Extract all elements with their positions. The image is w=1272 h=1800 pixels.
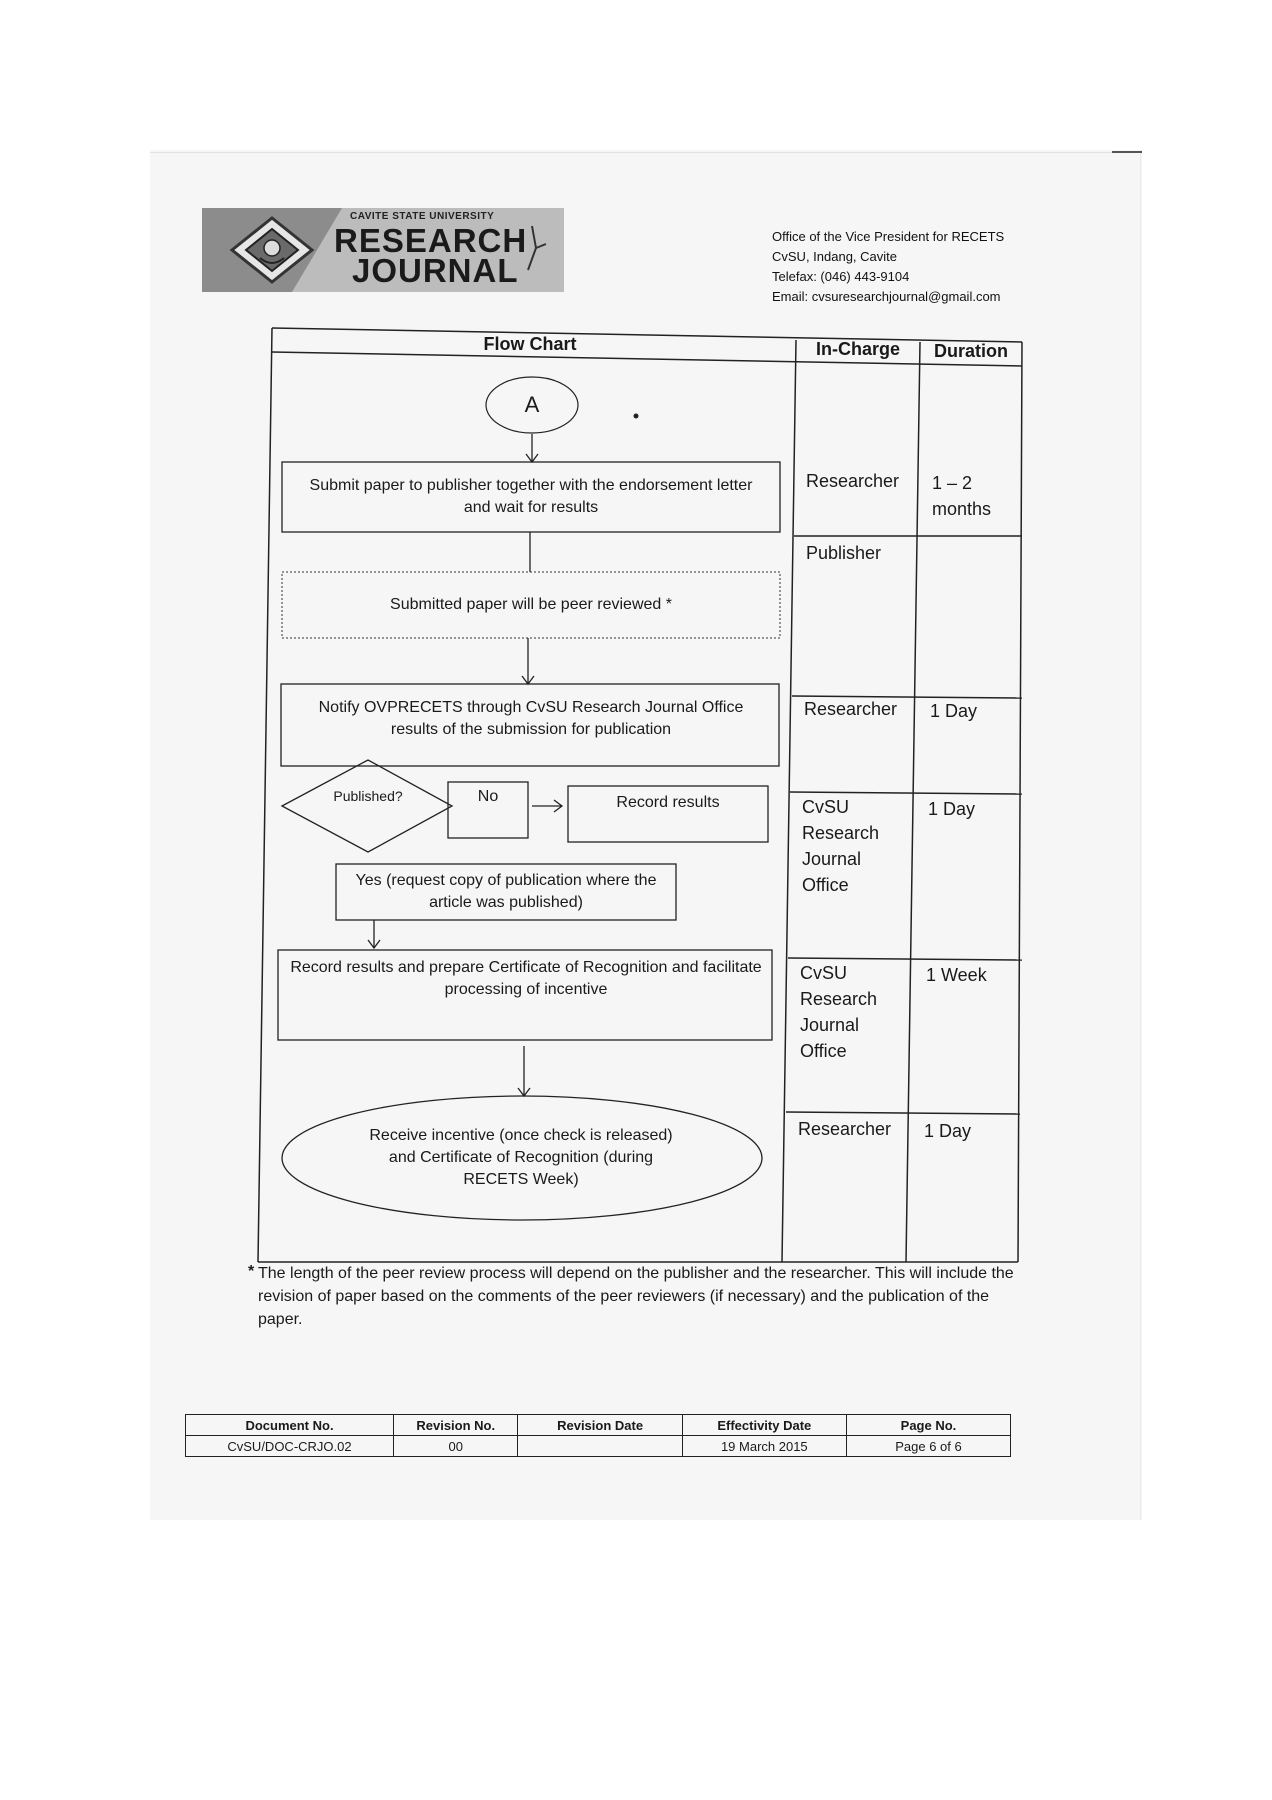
no-label: No — [477, 788, 499, 805]
record-results-step: Record results — [616, 794, 720, 811]
col-header-flow-chart: Flow Chart — [483, 334, 577, 354]
in-charge-journal-office — [802, 794, 879, 898]
office-line: Telefax: (046) 443-9104 — [772, 269, 910, 284]
notify-step: Notify OVPRECETS through CvSU Research Journal Office results of the submission for publication — [318, 699, 744, 738]
office-line: Office of the Vice President for RECETS — [772, 229, 1005, 244]
footer-value-cell: 19 March 2015 — [682, 1436, 846, 1457]
in-charge-researcher: Researcher — [798, 1119, 892, 1139]
receive-incentive-step: Receive incentive (once check is released) and Certificate of Recognition (during RECETS Week) — [369, 1127, 673, 1188]
duration-cell: 1 Day — [930, 701, 978, 721]
footer-header-cell: Document No. — [186, 1415, 394, 1436]
office-address — [772, 227, 1004, 307]
yes-branch: Yes (request copy of publication where the article was published) — [355, 872, 657, 911]
peer-review-note — [248, 1262, 1020, 1331]
in-charge-researcher: Researcher — [804, 699, 898, 719]
duration-cell — [932, 470, 991, 522]
in-charge-line: Research — [802, 823, 880, 843]
in-charge-line: Office — [802, 875, 849, 895]
footer-header-cell: Revision No. — [394, 1415, 518, 1436]
office-line: Email: cvsuresearchjournal@gmail.com — [772, 289, 1001, 304]
footer-header-cell: Effectivity Date — [682, 1415, 846, 1436]
office-line: CvSU, Indang, Cavite — [772, 249, 898, 264]
in-charge-publisher: Publisher — [806, 543, 882, 563]
in-charge-journal-office — [800, 960, 877, 1064]
connector-a: A — [524, 392, 540, 417]
col-header-duration: Duration — [934, 341, 1008, 361]
in-charge-line: Research — [800, 989, 878, 1009]
duration-line: 1 – 2 — [932, 473, 973, 493]
page-edge-right — [1140, 150, 1141, 1520]
certificate-step: Record results and prepare Certificate of Recognition and facilitate processing of incentive — [290, 959, 762, 998]
in-charge-researcher: Researcher — [806, 471, 900, 491]
scan-mark — [1112, 151, 1142, 153]
footer-header-cell: Page No. — [846, 1415, 1010, 1436]
col-header-in-charge: In-Charge — [815, 339, 900, 359]
peer-review-step: Submitted paper will be peer reviewed * — [390, 596, 672, 613]
in-charge-line: CvSU — [800, 963, 848, 983]
in-charge-line: CvSU — [802, 797, 850, 817]
research-journal-logo — [202, 208, 564, 292]
note-marker: * — [248, 1263, 255, 1280]
page-edge-top — [150, 152, 1142, 153]
footer-header-cell: Revision Date — [518, 1415, 682, 1436]
logo-journal: JOURNAL — [352, 252, 519, 289]
in-charge-line: Journal — [802, 849, 862, 869]
in-charge-line: Journal — [800, 1015, 860, 1035]
duration-cell: 1 Day — [924, 1121, 972, 1141]
document-control-table — [185, 1414, 1011, 1457]
footer-value-cell — [518, 1436, 682, 1457]
duration-cell: 1 Day — [928, 799, 976, 819]
logo-research: RESEARCH — [334, 222, 528, 259]
footer-header-row — [186, 1415, 1011, 1436]
in-charge-line: Office — [800, 1041, 847, 1061]
footer-value-row — [186, 1436, 1011, 1457]
footer-value-cell: 00 — [394, 1436, 518, 1457]
duration-cell: 1 Week — [926, 965, 987, 985]
footer-value-cell: Page 6 of 6 — [846, 1436, 1010, 1457]
duration-line: months — [932, 499, 992, 519]
logo-university: CAVITE STATE UNIVERSITY — [350, 211, 495, 222]
note-text: The length of the peer review process will depend on the publisher and the researcher. This will include the revision of paper based on the comments of the peer reviewers (if necessary) and the publication of the paper. — [258, 1265, 1014, 1328]
submit-step: Submit paper to publisher together with the endorsement letter and wait for results — [309, 477, 753, 516]
footer-value-cell: CvSU/DOC-CRJO.02 — [186, 1436, 394, 1457]
decision-published: Published? — [333, 788, 403, 804]
